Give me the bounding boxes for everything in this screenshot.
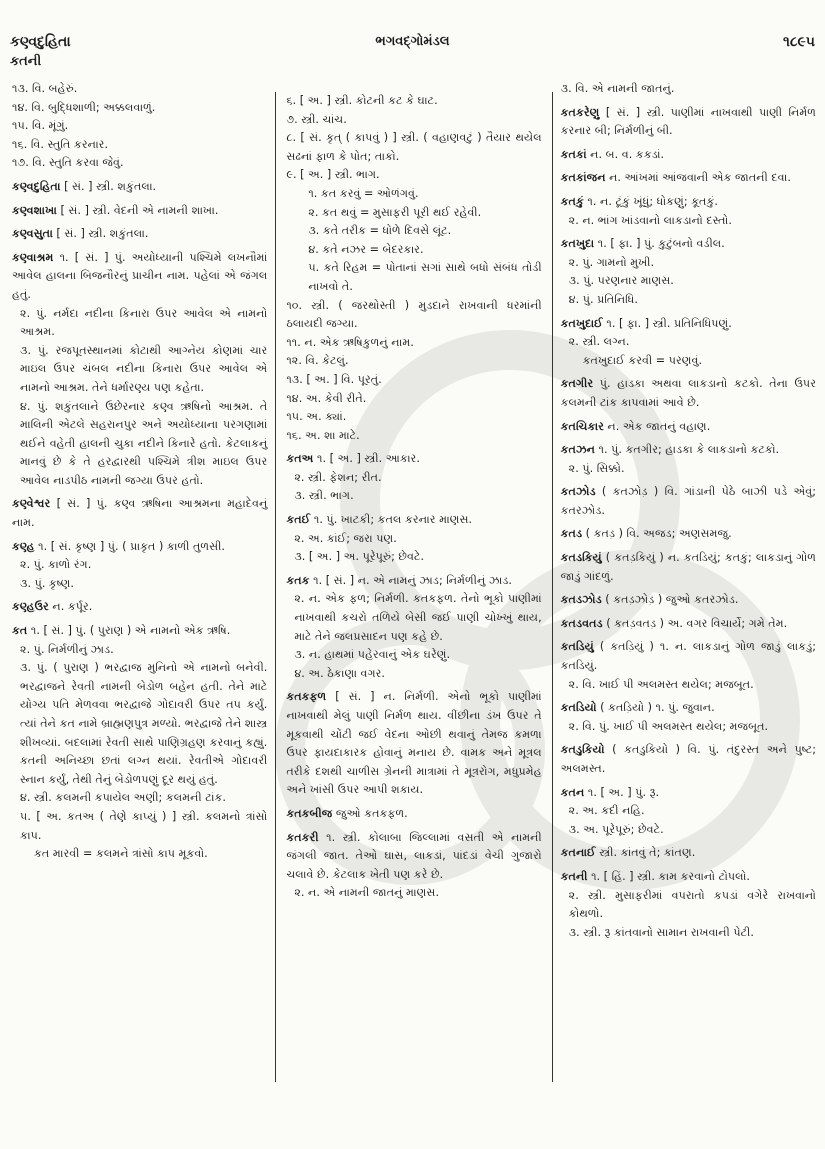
sense-text: ૩. પું. પરણનાર માણસ. bbox=[568, 274, 674, 288]
sense-text: ૩. વિ. એ નામની જાતનું. bbox=[560, 82, 675, 95]
definition-text: ન. બ. વ. કકડાં. bbox=[586, 147, 665, 161]
dictionary-entry bbox=[12, 598, 267, 617]
definition-text: [ સં. ] સ્ત્રી. વેદની એ નામની શાખા. bbox=[56, 203, 219, 217]
sense-text: ૨. સ્ત્રી. ફેશન; રીત. bbox=[294, 470, 382, 484]
sense-text: ૧૭. વિ. સ્તુતિ કરવા જેવું. bbox=[12, 156, 124, 170]
sense-text: ૧૩. વિ. બહેરું. bbox=[12, 82, 78, 95]
headword: કતગીર bbox=[560, 377, 594, 391]
dictionary-columns bbox=[10, 80, 818, 1080]
headword: કતઅ bbox=[286, 452, 314, 466]
sense-text: ૨. પું. કાળો રંગ. bbox=[20, 558, 92, 572]
definition-text: ૧. પું. કતગીર; હાડકા કે લાકડાનો કટકો. bbox=[594, 443, 780, 457]
definition-text: [ સં. ] સ્ત્રી. પાણીમાં નાખવાથી પાણી નિર્મળ કરનાર બી; નિર્મળીનું બી. bbox=[560, 105, 816, 138]
definition-text: ન. આંખમાં આંજવાની એક જાતની દવા. bbox=[605, 171, 791, 185]
dictionary-entry bbox=[561, 441, 816, 478]
dictionary-entry bbox=[286, 450, 541, 506]
definition-text: ૧. [ અ. ] સ્ત્રી. આકાર. bbox=[313, 452, 420, 466]
definition-text: ૧. ન. ટૂંકું ખૂંધું; ધોકણું; કૂતકું. bbox=[583, 194, 718, 208]
dictionary-entry bbox=[12, 202, 267, 221]
headword: કતકરી bbox=[286, 830, 319, 844]
dictionary-entry bbox=[561, 375, 816, 412]
dictionary-entry bbox=[286, 511, 541, 567]
sense-text: ૧૧. ન. એક ઋષિકુળનું નામ. bbox=[286, 335, 414, 349]
headword: કણ્હ bbox=[12, 539, 35, 553]
phrase-text: ૧. કત કરવું = ઓળંગવું. bbox=[308, 186, 419, 200]
dictionary-entry bbox=[286, 92, 541, 445]
sense-text: ૧૦. સ્ત્રી. ( જરથોસ્તી ) મુડદાને રાખવાની ધરમાંની ઠલાયદી જગ્યા. bbox=[286, 298, 542, 331]
definition-text: ૧. પું. ખાટકી; કતલ કરનાર માણસ. bbox=[310, 513, 473, 527]
sense-text: ૧૩. [ અ. ] વિ. પૂરતું. bbox=[286, 372, 382, 386]
sense-text: ૨. સ્ત્રી. લગ્ન. bbox=[568, 335, 630, 349]
headword: કતડ bbox=[560, 527, 583, 541]
sense-text: ૩. પું. ( પુરાણ ) ભરદ્વાજ મુનિનો એ નામનો બનેવી. ભરદ્વાજને રેવતી નામની બેડોળ બહેન હતી. તેને માટે યોગ્ય પતિ મેળવવા ભરદ્વાજે ગોદાવરી ઉપર તપ કર્યું. ત્યાં તેને કત નામે બ્રાહ્મણપુત્ર મળ્યો. ભરદ્વાજે તેને શાસ્ત્ર શીખવ્યાં. બદલામાં રેવતી સાથે પાણિગ્રહણ કરવાનું કહ્યું. કતની અનિચ્છા છતાં લગ્ન થયાં. રેવતીએ ગોદાવરી સ્નાન કર્યું, તેથી તેનું બેડોળપણું દૂર થયું હતું. bbox=[20, 661, 268, 786]
dictionary-entry bbox=[561, 549, 816, 586]
headword: કતઈ bbox=[286, 513, 311, 527]
sense-text: ૪. સ્ત્રી. કલમની કપાયેલ અણી; કલમની ટાંક. bbox=[20, 791, 226, 805]
sense-text: ૧૬. અ. શા માટે. bbox=[286, 428, 360, 442]
headword: કણ્વદુહિતા bbox=[12, 179, 61, 193]
page-header bbox=[10, 34, 815, 58]
dictionary-entry bbox=[561, 638, 816, 694]
phrase-text: ૨. કત થવું = મુસાફરી પૂરી થઈ રહેવી. bbox=[308, 205, 482, 219]
sense-text: ૪. પું. પ્રતિનિધિ. bbox=[568, 292, 638, 306]
dictionary-entry bbox=[561, 483, 816, 520]
sense-text: ૧૪. વિ. બુદ્ધિશાળી; અક્કલવાળું. bbox=[12, 100, 156, 114]
dictionary-entry bbox=[561, 615, 816, 634]
headword: કણ્વાશ્રમ bbox=[12, 250, 54, 264]
sense-text: ૨. ન. ભાંગ ખાંડવાનો લાકડાનો દસ્તો. bbox=[568, 213, 732, 227]
dictionary-entry bbox=[286, 572, 541, 684]
phrase-text: ૩. કતે તરીક = ધોળે દિવસે લૂંટ. bbox=[308, 224, 452, 238]
definition-text: ૧. [ ફા. ] સ્ત્રી. પ્રતિનિધિપણું. bbox=[602, 316, 732, 330]
dictionary-entry bbox=[12, 538, 267, 594]
definition-text: ( કતડ઼ુકિયો ) વિ. પું. તંદુરસ્ત અને પુષ્ટ; અલમસ્ત. bbox=[560, 743, 816, 775]
headword: કતખુદા bbox=[560, 237, 595, 251]
headword: કતકાં bbox=[560, 147, 587, 161]
dictionary-entry bbox=[561, 591, 816, 610]
sense-text: ૩. સ્ત્રી. રૂ કાંતવાનો સામાન રાખવાની પેટી. bbox=[568, 925, 754, 939]
headword: કતડિયો bbox=[560, 701, 597, 715]
definition-text: ( કતડ઼ ) વિ. અજડ; અણસમજુ. bbox=[582, 527, 732, 541]
sense-text: ૧૨. વિ. કેટલું. bbox=[286, 354, 349, 368]
definition-text: ન. એક જાતનું વહાણ. bbox=[603, 419, 711, 433]
sense-text: ૧૫. અ. ક્યાં. bbox=[286, 410, 347, 424]
dictionary-entry bbox=[561, 784, 816, 840]
definition-text: [ સં. ] સ્ત્રી. શકુંતલા. bbox=[60, 179, 157, 193]
column-3 bbox=[553, 80, 818, 1080]
sense-text: ૬. [ અ. ] સ્ત્રી. કોટની કટ કે ઘાટ. bbox=[286, 94, 438, 107]
dictionary-entry bbox=[12, 178, 267, 197]
dictionary-entry bbox=[561, 525, 816, 544]
definition-text: ( કતડ઼િયો ) ૧. પું. જુવાન. bbox=[596, 701, 715, 715]
sense-text: ૩. [ અ. ] અ. પૂરેપૂરું; છેવટે. bbox=[294, 550, 425, 564]
headword: કતકરેણુ bbox=[560, 105, 600, 119]
definition-text: ૧. સ્ત્રી. કોલાબા જિલ્લામાં વસતી એ નામની જંગલી જાત. તેઓ ઘાસ, લાકડાં, પાંદડાં વેચી ગુજારો ચલાવે છે. કેટલાક ખેતી પણ કરે છે. bbox=[286, 830, 542, 881]
headword: કતખુદાઈ bbox=[560, 316, 603, 330]
sense-text: ૩. ન. હાથમાં પહેરવાનું એક ઘરેણું. bbox=[294, 648, 451, 662]
sense-text: ૨. પું. નિર્મળીનું ઝાડ. bbox=[20, 642, 114, 656]
dictionary-entry bbox=[561, 418, 816, 437]
headword: કણ્વેશ્વર bbox=[12, 497, 51, 511]
definition-text: ( કતડ઼િયું ) ૧. ન. લાકડાનું ગોળ જાડું લાકડું; કતડિયું. bbox=[560, 640, 816, 673]
definition-text: ન. કર્પૂર. bbox=[48, 600, 93, 614]
phrase-text: કતખુદાઈ કરવી = પરણવું. bbox=[582, 353, 703, 367]
sense-text: ૨. અ. કાંઈ; જરા પણ. bbox=[294, 531, 397, 545]
dictionary-entry bbox=[12, 249, 267, 491]
headword: કતડિયું bbox=[560, 640, 594, 654]
headword: કત bbox=[12, 624, 28, 638]
sense-text: ૧૪. અ. કેવી રીતે. bbox=[286, 391, 367, 405]
definition-text: ૧. [ ફા. ] પું. કુટુંબનો વડીલ. bbox=[594, 237, 725, 251]
page-number: ૧૮૯૫ bbox=[782, 34, 815, 50]
guide-word-left-2: કતની bbox=[10, 54, 42, 69]
dictionary-entry bbox=[12, 495, 267, 532]
definition-text: ( કતડ઼વતડ઼ ) અ. વગર વિચાર્યે; ગમે તેમ. bbox=[602, 616, 788, 630]
sense-text: ૨. ન. એ નામની જાતનું માણસ. bbox=[294, 886, 440, 900]
dictionary-entry bbox=[12, 622, 267, 864]
dictionary-entry bbox=[561, 844, 816, 863]
dictionary-entry bbox=[561, 146, 816, 165]
headword: કતઝન bbox=[560, 443, 595, 457]
definition-text: ૧. [ સં. ] ન. એ નામનું ઝાડ; નિર્મળીનું ઝાડ. bbox=[309, 573, 512, 587]
dictionary-entry bbox=[12, 80, 267, 173]
definition-text: પું. હાડકા અથવા લાકડાનો કટકો. તેના ઉપર કલમની ટાંક કાપવામાં આવે છે. bbox=[560, 377, 816, 409]
dictionary-entry bbox=[561, 741, 816, 778]
dictionary-entry bbox=[12, 225, 267, 244]
headword: કતકબીજ bbox=[286, 806, 333, 820]
headword: કતકું bbox=[560, 194, 584, 208]
sense-text: ૭. સ્ત્રી. ચાંચ. bbox=[286, 112, 347, 126]
dictionary-entry bbox=[561, 169, 816, 188]
headword: કણ્વશાખા bbox=[12, 203, 57, 217]
dictionary-entry bbox=[286, 829, 541, 903]
headword: કતની bbox=[560, 869, 588, 883]
definition-text: ( કતઝોડ઼ ) વિ. ગાંડાની પેઠે બાઝી પડે એવું; કતરઝોડ. bbox=[560, 485, 816, 517]
column-2 bbox=[275, 92, 552, 1082]
sense-text: ૨. વિ. ખાઈ પી અલમસ્ત થયેલ; મજબૂત. bbox=[568, 677, 754, 691]
definition-text: ૧. [ સં. કૃષ્ણ ] પું. ( પ્રાકૃત ) કાળી તુળસી. bbox=[34, 539, 225, 553]
sense-text: ૨. ન. એક ફળ; નિર્મળી. કતકફળ. તેનો ભૂકો પાણીમાં નાખવાથી કચરો તળિયે બેસી જઈ પાણી ચોખ્ખું થાય, માટે તેને જલપ્રસાદન પણ કહે છે. bbox=[294, 592, 542, 643]
definition-text: ૧. [ હિં. ] સ્ત્રી. કામ કરવાનો ટોપલો. bbox=[587, 869, 750, 883]
definition-text: [ સં. ] પું. કણ્વ ઋષિના આશ્રમના મહાદેવનું નામ. bbox=[12, 497, 268, 530]
headword: કતડઝોડ bbox=[560, 593, 602, 607]
dictionary-entry bbox=[286, 805, 541, 824]
sense-text: ૨. સ્ત્રી. મુસાફરીમાં વપરાતો કપડાં વગેરે રાખવાનો કોથળો. bbox=[568, 888, 816, 921]
headword: કતડકિયું bbox=[560, 551, 602, 565]
column-1 bbox=[10, 80, 275, 1080]
dictionary-entry bbox=[561, 315, 816, 371]
guide-word-left: કણ્વદુહિતા bbox=[10, 34, 71, 50]
headword: કતકાંજન bbox=[560, 171, 606, 185]
sense-text: ૩. પું. રજપૂતસ્થાનમાં કોટાથી આગ્નેય કોણમાં ચાર માઇલ ઉપર ચંબલ નદીના કિનારા ઉપર આવેલ એ નામનો આશ્રમ. તેને ધર્મારણ્ય પણ કહેતા. bbox=[20, 343, 268, 394]
definition-text: જુઓ કતકફળ. bbox=[332, 806, 408, 820]
sense-text: ૪. પું. શકુંતલાને ઉછેરનાર કણ્વ ઋષિનો આશ્રમ. તે માલિની એટલે સહરાનપુર અને અયોધ્યાના પરગણામાં થઈને વહેતી હાલની ચુકા નદીને કિનારે હતો. કેટલાકનું માનવું છે કે તે હરદ્વારથી પશ્ચિમે ત્રીશ માઇલ ઉપર આવેલ નાડપીઠ નામની જગ્યા ઉપર હતો. bbox=[20, 399, 268, 487]
sense-text: ૨. અ. કદી નહિ. bbox=[568, 804, 645, 818]
sense-text: ૯. [ અ. ] સ્ત્રી. ભાગ. bbox=[286, 168, 380, 182]
sense-text: ૨. પું. નર્મદા નદીના કિનારા ઉપર આવેલ એ નામનો આશ્રમ. bbox=[20, 306, 268, 339]
definition-text: ૧. [ અ. ] પું. રૂ. bbox=[584, 785, 660, 799]
headword: કતનાઈ bbox=[560, 846, 596, 860]
sense-text: ૮. [ સં. કૃત્ ( કાપવું ) ] સ્ત્રી. ( વહાણવટું ) તૈયાર થયેલ સઢનાં ફાળ કે પોત; તાકો. bbox=[286, 131, 542, 163]
sense-text: ૨. પું. ગામનો મુખી. bbox=[568, 255, 655, 269]
headword: કણ્હઉર bbox=[12, 600, 49, 614]
dictionary-entry bbox=[286, 688, 541, 800]
definition-text: ( કતડ઼કિયું ) ન. કતડિયું; કતકું; લાકડાનું ગોળ જાડું ગાંદળું. bbox=[560, 551, 816, 583]
sense-text: ૫. [ અ. કતઅ ( તેણે કાપ્યું ) ] સ્ત્રી. કલમનો ત્રાંસો કાપ. bbox=[20, 809, 268, 842]
sense-text: ૨. પું. સિક્કો. bbox=[568, 461, 625, 475]
headword: કતકફળ bbox=[286, 690, 327, 704]
definition-text: ( કતડ઼ઝોડ઼ ) જુઓ કતરઝોડ. bbox=[601, 593, 739, 607]
definition-text: [ સં. ] ન. નિર્મળી. એનો ભૂકો પાણીમાં નાખવાથી મેલું પાણી નિર્મળ થાય. વીંછીના ડંખ ઉપર તે મૂકવાથી ચોંટી જઈ વેદના ઓછી થવાનું તેમજ કમળા ઉપર ફાયદાકારક હોવાનું મનાય છે. વામક અને મૂત્રલ તરીકે દશથી ચાળીસ ગ્રેનની માત્રામાં તે મૂત્રરોગ, મધુપ્રમેહ અને ખાંસી ઉપર આપી શકાય. bbox=[286, 690, 542, 797]
headword: કતન bbox=[560, 785, 585, 799]
dictionary-entry bbox=[561, 868, 816, 942]
sense-text: ૪. અ. ઠેકાણા વગર. bbox=[294, 666, 385, 680]
sense-text: ૧૫. વિ. મૂંગું. bbox=[12, 119, 69, 133]
definition-text: ૧. [ સં. ] પું. ( પુરાણ ) એ નામનો એક ઋષિ. bbox=[27, 624, 231, 638]
sense-text: ૩. સ્ત્રી. ભાગ. bbox=[294, 489, 354, 503]
definition-text: [ સં. ] સ્ત્રી. શકુંતલા. bbox=[52, 227, 149, 241]
dictionary-entry bbox=[561, 80, 816, 99]
sense-text: ૨. વિ. પું. ખાઈ પી અલમસ્ત થયેલ; મજબૂત. bbox=[568, 719, 769, 733]
sense-text: ૩. અ. પૂરેપૂરું; છેવટે. bbox=[568, 822, 664, 836]
sense-text: ૩. પું. કૃષ્ણ. bbox=[20, 576, 74, 590]
headword: કણ્વસુતા bbox=[12, 227, 53, 241]
headword: કતડુકિયો bbox=[560, 743, 605, 757]
sense-text: ૧૬. વિ. સ્તુતિ કરનાર. bbox=[12, 137, 109, 151]
phrase-text: ૪. કતે નઝર = બેદરકાર. bbox=[308, 242, 424, 256]
headword: કતડવતડ bbox=[560, 616, 603, 630]
headword: કતઝોડ bbox=[560, 485, 596, 499]
definition-text: સ્ત્રી. કાંતવું તે; કાંતણ. bbox=[595, 846, 696, 860]
phrase-text: કત મારવી = કલમને ત્રાંસો કાપ મૂકવો. bbox=[34, 847, 208, 861]
phrase-text: ૫. કતે રિહમ = પોતાનાં સગાં સાથે બધો સંબંધ તોડી નાખવો તે. bbox=[308, 261, 542, 293]
dictionary-entry bbox=[561, 104, 816, 141]
definition-text: ૧. [ સં. ] પું. અયોધ્યાની પશ્ચિમે લખનૌમાં આવેલ હાલના બિજનૌરનું પ્રાચીન નામ. પહેલાં એ જંગલ હતું. bbox=[12, 250, 268, 301]
dictionary-entry bbox=[561, 699, 816, 736]
running-title: ભગવદ્ગોમંડલ bbox=[375, 34, 450, 49]
headword: કતચિકાર bbox=[560, 419, 604, 433]
dictionary-entry bbox=[561, 235, 816, 309]
headword: કતક bbox=[286, 573, 310, 587]
dictionary-entry bbox=[561, 193, 816, 230]
